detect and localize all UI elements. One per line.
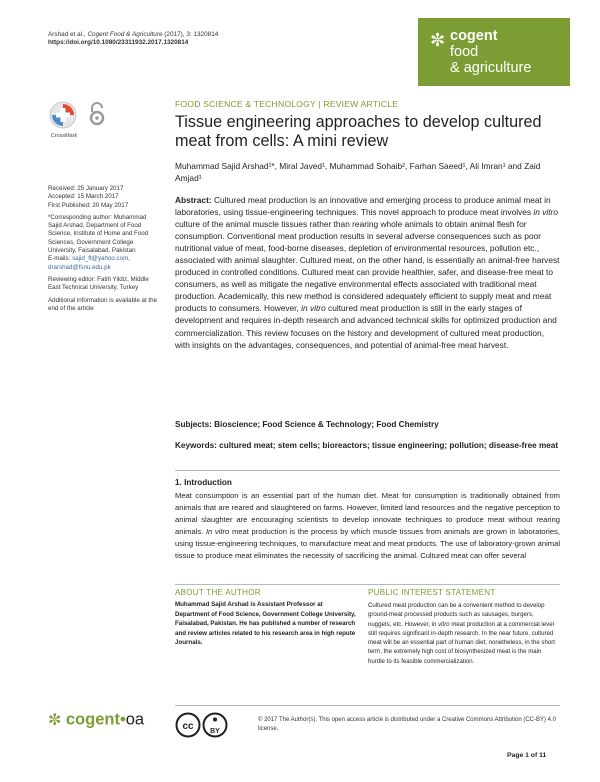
cogent-brand: cogent bbox=[65, 710, 120, 729]
citation-journal: Cogent Food & Agriculture bbox=[87, 31, 163, 38]
keywords-text: cultured meat; stem cells; bioreactors; tissue engineering; pollution; disease-free meat bbox=[216, 441, 559, 450]
open-access-icon bbox=[88, 102, 106, 126]
introduction-body bbox=[175, 490, 560, 562]
about-author-heading: ABOUT THE AUTHOR bbox=[175, 588, 261, 597]
article-info-sidebar: Received: 25 January 2017 Accepted: 15 March 2017 First Published: 20 May 2017 *Corresponding author: Muhammad Sajid Arshad, Department of Food Science, Institute of Home and Food Sciences, Government College University, Faisalabad, Pakistan E-mails: sajid_ft@yahoo.com, drarshad@fsnu.edu.pk Reviewing editor: Fatih Yildiz, Middle East Technical University, Turkey Additional information is available at the end of the article bbox=[48, 185, 158, 312]
subjects-label: Subjects: bbox=[175, 420, 212, 429]
introduction-heading: 1. Introduction bbox=[175, 478, 232, 487]
accepted-date: Accepted: 15 March 2017 bbox=[48, 193, 119, 201]
section-label: FOOD SCIENCE & TECHNOLOGY | REVIEW ARTICLE bbox=[175, 99, 399, 109]
citation-header bbox=[48, 31, 218, 48]
keywords bbox=[175, 440, 560, 452]
crossmark-icon[interactable] bbox=[48, 100, 78, 130]
public-interest-text bbox=[368, 601, 558, 666]
cogent-oa-logo[interactable]: ✼ cogent•oa bbox=[48, 710, 145, 729]
journal-logo[interactable] bbox=[418, 18, 570, 86]
crossmark-label: CrossMark bbox=[50, 133, 78, 139]
public-interest-heading: PUBLIC INTEREST STATEMENT bbox=[368, 588, 496, 597]
email-label: E-mails: bbox=[48, 255, 73, 263]
subjects-text: Bioscience; Food Science & Technology; Food Chemistry bbox=[211, 420, 439, 429]
cc-by-license-icon[interactable] bbox=[175, 712, 229, 738]
subjects bbox=[175, 419, 560, 431]
logo-line-3: & agriculture bbox=[450, 60, 532, 76]
intro-in-vitro: In vitro bbox=[205, 526, 230, 536]
abstract-in-vitro-1: in vitro bbox=[533, 207, 558, 218]
cc-label: cc bbox=[182, 721, 194, 732]
pis-text-b: meat production at a commercial level still requires significant in-depth research. In the near future, cultured meat will be an essential part of human diet; nonetheless, in the short term, the extremely high cost of biosynthesized meat is the main hurdle to its feasible commercialization. bbox=[368, 620, 555, 665]
abstract-text-a: Cultured meat production is an innovative and emerging process to produce animal meat in laboratories, using tissue-engineering techniques. This novel approach to produce meat involves bbox=[175, 195, 551, 218]
abstract-in-vitro-2: in vitro bbox=[301, 303, 326, 314]
cogent-star-icon: ✼ bbox=[48, 712, 62, 729]
additional-info: Additional information is available at the end of the article bbox=[48, 296, 158, 312]
abstract bbox=[175, 194, 560, 351]
citation-authors: Arshad et al., bbox=[48, 31, 88, 38]
logo-line-1: cogent bbox=[450, 28, 498, 44]
license-statement: © 2017 The Author(s). This open access article is distributed under a Creative Commons Attribution (CC-BY) 4.0 license. bbox=[258, 717, 557, 732]
doi-link[interactable]: https://doi.org/10.1080/23311932.2017.1320814 bbox=[48, 39, 189, 47]
reviewing-editor: Reviewing editor: Fatih Yildiz, Middle East Technical University, Turkey bbox=[48, 275, 149, 292]
email-link-2[interactable]: drarshad@fsnu.edu.pk bbox=[48, 263, 111, 271]
abstract-text-b: culture of the animal muscle tissues rather than rearing whole animals to obtain animal flesh for consumption. Conventional meat production results in several adverse consequences such as poor nutritional value of meat, food-borne diseases, depletion of environmental resources, pollution etc., associated with animal slaughter. Cultured meat, on the other hand, is essentially an animal-free harvest produced in controlled conditions. Cultured meat can provide healthier, safer, and disease-free meat to consumers, as well as mitigate the negative environmental effects associated with traditional meat production. Academically, this new method is considered adequately efficient to supply meat and meat products to consumers. However, bbox=[175, 219, 560, 314]
intro-text-a: Meat consumption is an essential part of the human diet. Meat for consumption is traditionally obtained from animals that are reared and slaughtered on farms. However, limited land resources and the negative perception to animal slaughter are encouraging scientists to develop innovate techniques to produce meat without rearing animals. bbox=[175, 491, 560, 536]
divider bbox=[175, 470, 560, 471]
abstract-text-c: cultured meat production is still in the early stages of development and requires in-depth research and advanced technical skills for optimized production and commercialization. This review focuses on the history and development of cultured meat production, with insights on the advantages, consequences, and potential of animal-free meat harvest. bbox=[175, 303, 557, 350]
citation-rest: (2017), 3: 1320814 bbox=[162, 31, 219, 38]
page-number: Page 1 of 11 bbox=[507, 752, 547, 759]
divider bbox=[175, 584, 560, 585]
intro-text-b: meat production is the process by which muscle tissues from animals are grown in laboratories, using tissue-engineering techniques, to manufacture meat and meat products. The use of laboratory-grown animal tissue to produce meat eliminates the necessity of sacrificing the animal. Cultured meat can offer several bbox=[175, 526, 560, 560]
email-link-1[interactable]: sajid_ft@yahoo.com bbox=[72, 255, 129, 263]
pis-text-a: Cultured meat production can be a convenient method to develop ground-meat processed products such as sausages, burgers, nuggets, etc. However, bbox=[368, 602, 545, 628]
pis-in-vitro: in vitro bbox=[431, 620, 450, 628]
abstract-label: Abstract: bbox=[175, 195, 212, 205]
by-label: BY bbox=[210, 728, 220, 735]
published-date: First Published: 20 May 2017 bbox=[48, 201, 129, 209]
cogent-oa-suffix: oa bbox=[125, 710, 145, 729]
corresponding-author: *Corresponding author: Muhammad Sajid Arshad, Department of Food Science, Institute of Home and Food Sciences, Government College University, Faisalabad, Pakistan bbox=[48, 213, 149, 255]
keywords-label: Keywords: bbox=[175, 441, 217, 450]
divider bbox=[175, 705, 560, 706]
logo-line-2: food bbox=[450, 44, 479, 60]
cogent-star-icon: ✼ bbox=[430, 30, 446, 50]
about-author-text: Muhammad Sajid Arshad is Assistant Professor at Department of Food Science, Government College University, Faisalabad, Pakistan. He has published a number of research and review articles related to his research area in high repute Journals. bbox=[175, 601, 356, 647]
article-title: Tissue engineering approaches to develop cultured meat from cells: A mini review bbox=[175, 113, 542, 150]
author-list: Muhammad Sajid Arshad¹*, Miral Javed¹, Muhammad Sohaib², Farhan Saeed¹, Ali Imran¹ and Zaid Amjad¹ bbox=[175, 161, 541, 183]
received-date: Received: 25 January 2017 bbox=[48, 185, 124, 192]
